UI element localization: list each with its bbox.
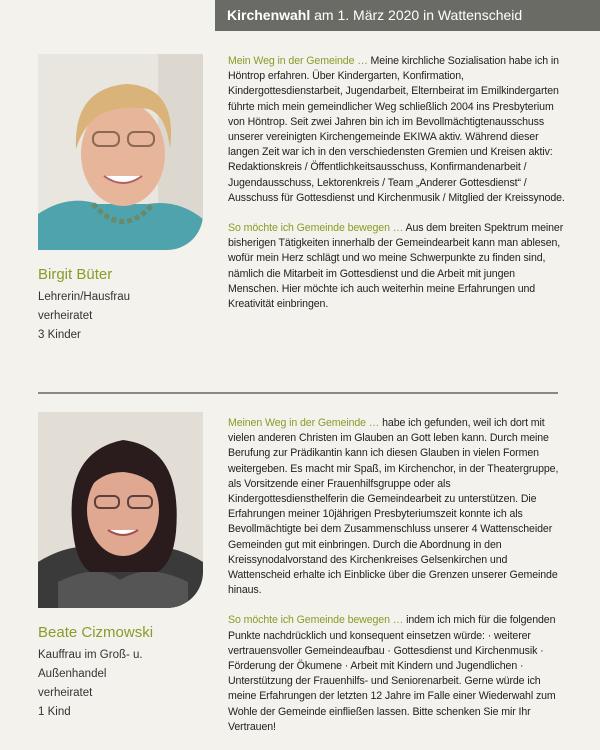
candidate-children: 3 Kinder: [38, 329, 81, 341]
section-divider: [38, 392, 558, 394]
candidate-status: verheiratet: [38, 687, 93, 699]
paragraph-lead: Mein Weg in der Gemeinde …: [228, 55, 368, 67]
candidate-card-1: [0, 44, 600, 384]
candidate-photo-1: [38, 54, 203, 250]
candidate-card-2: [0, 402, 600, 750]
candidate-paragraph: [228, 613, 568, 735]
candidate-name: Beate Cizmowski: [38, 624, 154, 641]
candidate-name: Birgit Büter: [38, 266, 113, 283]
candidate-info-2: [38, 622, 213, 722]
candidate-status: verheiratet: [38, 310, 93, 322]
paragraph-body: Aus dem breiten Spektrum meiner bisherigen Tätigkeiten innerhalb der Gemeindearbeit kann man ablesen, wofür mein Herz schlägt und wo meine Schwerpunkte zu finden sind, nämlich die Mitarbeit im Gottesdienst und die Arbeit mit jungen Menschen. Hier möchte ich auch weiterhin meine Erfahrungen und Kreativität einbringen.: [228, 222, 564, 311]
header-title-rest: am 1. März 2020 in Wattenscheid: [310, 7, 523, 23]
candidate-profession: Kauffrau im Groß- u. Außenhandel: [38, 649, 143, 680]
candidate-info-1: [38, 264, 213, 345]
page-header: [215, 0, 600, 31]
paragraph-lead: Meinen Weg in der Gemeinde …: [228, 417, 380, 429]
header-title-bold: Kirchenwahl: [227, 7, 311, 23]
candidate-photo-2: [38, 412, 203, 608]
candidate-text-2: [228, 416, 568, 750]
candidate-paragraph: [228, 416, 568, 598]
candidate-children: 1 Kind: [38, 706, 71, 718]
candidate-text-1: [228, 54, 568, 327]
paragraph-body: habe ich gefunden, weil ich dort mit vielen anderen Christen im Glauben an Gott leben kann. Durch meine Berufung zur Prädikantin kann ich diesen Glauben in vielen Formen weitergeben. Es macht mir Spaß, im Kirchenchor, in der Theatergruppe, als Vorsitzende einer Frauenhilfsgruppe oder als Kindergottesdiensthelferin die Gemeindearbeit zu unterstützen. Die Erfahrungen meiner 10jährigen Presbyteriumszeit konnte ich als Bevollmächtigte bei dem Zusammenschluss unserer 4 Wattenscheider Gemeinden gut mit einbringen. Durch die Abordnung in den Kreissynodalvorstand des Kirchenkreises Gelsenkirchen und Wattenscheid erhalte ich Einblicke über die Grenzen unserer Gemeinde hinaus.: [228, 417, 559, 597]
paragraph-body: indem ich mich für die folgenden Punkte nachdrücklich und konsequent einsetzen würde: · weiterer vertrauensvoller Gemeindeaufbau · Gottesdienst und Kirchenmusik · Förderung der Ökumene · Arbeit mit Kindern und Jugendlichen · Unterstützung der Frauenhilfs- und Seniorenarbeit. Gerne würde ich meine Erfahrungen der letzten 12 Jahre im Falle einer Wiederwahl zum Wohle der Gemeinde einfließen lassen. Bitte schenken Sie mir Ihr Vertrauen!: [228, 614, 556, 733]
paragraph-lead: So möchte ich Gemeinde bewegen …: [228, 222, 404, 235]
paragraph-lead: So möchte ich Gemeinde bewegen …: [228, 614, 404, 627]
candidate-profession: Lehrerin/Hausfrau: [38, 291, 131, 303]
candidate-paragraph: [228, 221, 568, 312]
candidate-paragraph: [228, 54, 568, 206]
paragraph-body: Meine kirchliche Sozialisation habe ich in Höntrop erfahren. Über Kindergarten, Konfirmation, Kindergottesdienstarbeit, Jugendarbeit, Elternbeirat im Emilkindergarten führte mich mein gemeindlicher Weg schließlich 2004 ins Presbyterium von Höntrop. Seit zwei Jahren bin ich im Bevollmächtigtenausschuss unserer vereinigten Kirchengemeinde EKIWA aktiv. Während dieser langen Zeit war ich in den verschiedensten Gremien und Kreisen aktiv: Redaktionskreis / Öffentlichkeitsausschuss, Konfirmandenarbeit / Jugendausschuss, Lektorenkreis / Team „Anderer Gottesdienst“ / Ausschuss für Gottesdienst und Kirchenmusik / Mitglied der Kreissynode.: [228, 55, 565, 204]
